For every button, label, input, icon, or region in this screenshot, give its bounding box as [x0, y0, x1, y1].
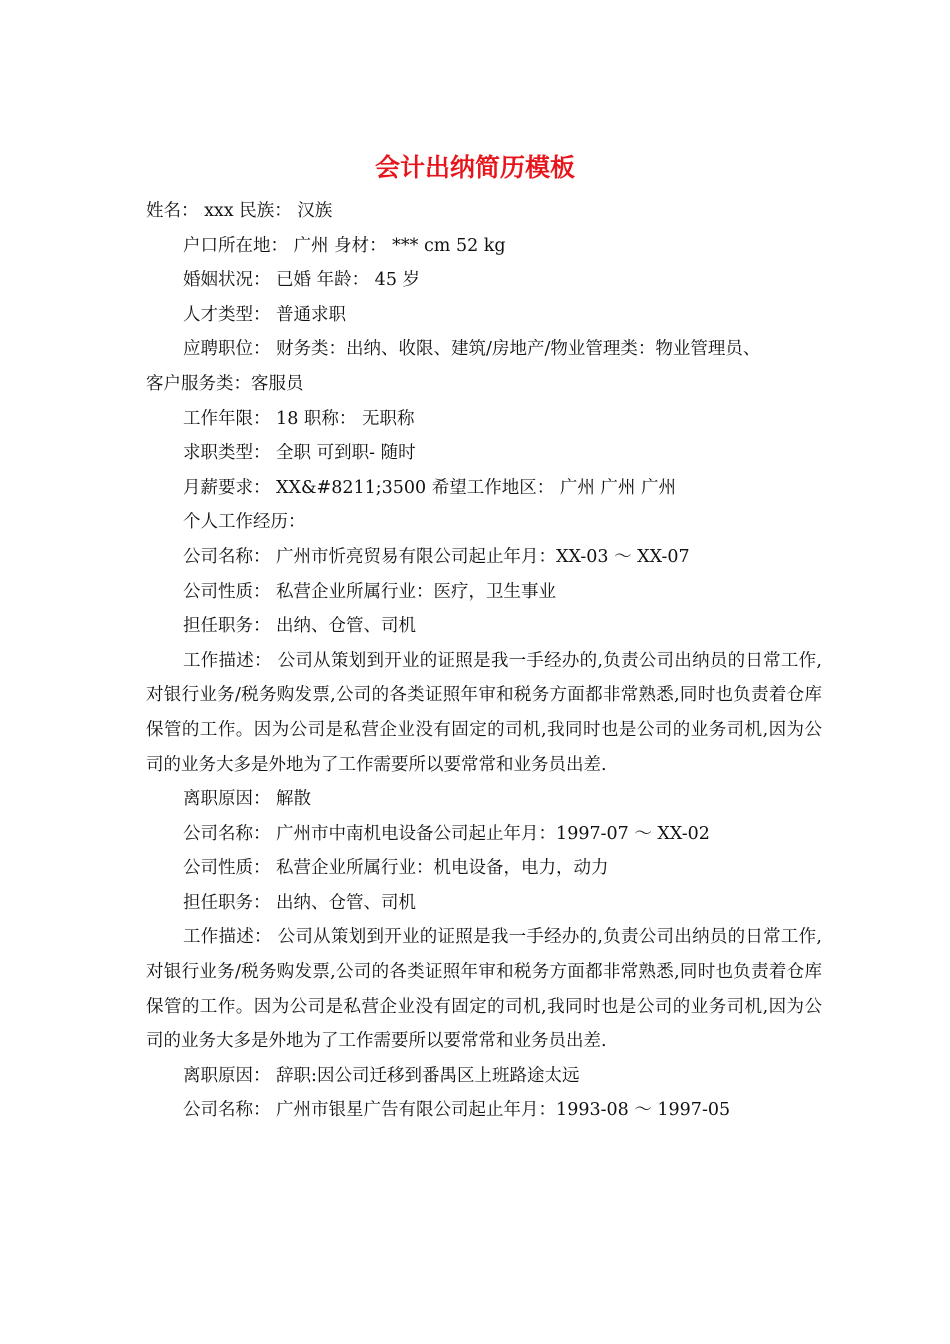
position-applied-continued: 客户服务类：客服员: [146, 373, 304, 394]
job1-nature: 公司性质： 私营企业所属行业：医疗，卫生事业: [183, 581, 557, 602]
talent-type-line: 人才类型： 普通求职: [183, 304, 347, 325]
job2-nature: 公司性质： 私营企业所属行业：机电设备，电力，动力: [183, 858, 609, 879]
position-applied-line: 应聘职位： 财务类：出纳、收限、建筑/房地产/物业管理类：物业管理员、: [183, 339, 761, 360]
document-title: 会计出纳简历模板: [374, 153, 575, 182]
work-history-heading: 个人工作经历：: [183, 512, 306, 533]
work-years-line: 工作年限： 18 职称： 无职称: [183, 408, 415, 429]
name-line: 姓名： xxx 民族： 汉族: [146, 201, 333, 221]
job1-position: 担任职务： 出纳、仓管、司机: [183, 616, 417, 637]
hukou-line: 户口所在地： 广州 身材： *** cm 52 kg: [183, 235, 506, 256]
job2-description: 工作描述： 公司从策划到开业的证照是我一手经办的,负责公司出纳员的日常工作,对银行业务/税务购发票,公司的各类证照年审和税务方面都非常熟悉,同时也负责着仓库保管的工作。因为公司是私营企业没有固定的司机,我同时也是公司的业务司机,因为公司的业务大多是外地为了工作需要所以要常常和业务员出差.: [146, 927, 822, 1052]
salary-line: 月薪要求： XX&#8211;3500 希望工作地区： 广州 广州 广州: [183, 477, 676, 498]
marital-line: 婚姻状况： 已婚 年龄： 45 岁: [183, 270, 421, 291]
job2-company: 公司名称： 广州市中南机电设备公司起止年月：1997-07 ～ XX-02: [183, 823, 710, 844]
job1-leave-reason: 离职原因： 解散: [183, 789, 312, 810]
job-type-line: 求职类型： 全职 可到职- 随时: [183, 443, 416, 464]
job2-leave-reason: 离职原因： 辞职:因公司迁移到番禺区上班路途太远: [183, 1065, 580, 1086]
job1-description: 工作描述： 公司从策划到开业的证照是我一手经办的,负责公司出纳员的日常工作,对银行业务/税务购发票,公司的各类证照年审和税务方面都非常熟悉,同时也负责着仓库保管的工作。因为公司是私营企业没有固定的司机,我同时也是公司的业务司机,因为公司的业务大多是外地为了工作需要所以要常常和业务员出差.: [146, 650, 822, 775]
job1-company: 公司名称： 广州市忻亮贸易有限公司起止年月：XX-03 ～ XX-07: [183, 546, 690, 567]
job2-position: 担任职务： 出纳、仓管、司机: [183, 892, 417, 913]
resume-body: [146, 194, 822, 1128]
job3-company: 公司名称： 广州市银星广告有限公司起止年月：1993-08 ～ 1997-05: [183, 1100, 731, 1121]
